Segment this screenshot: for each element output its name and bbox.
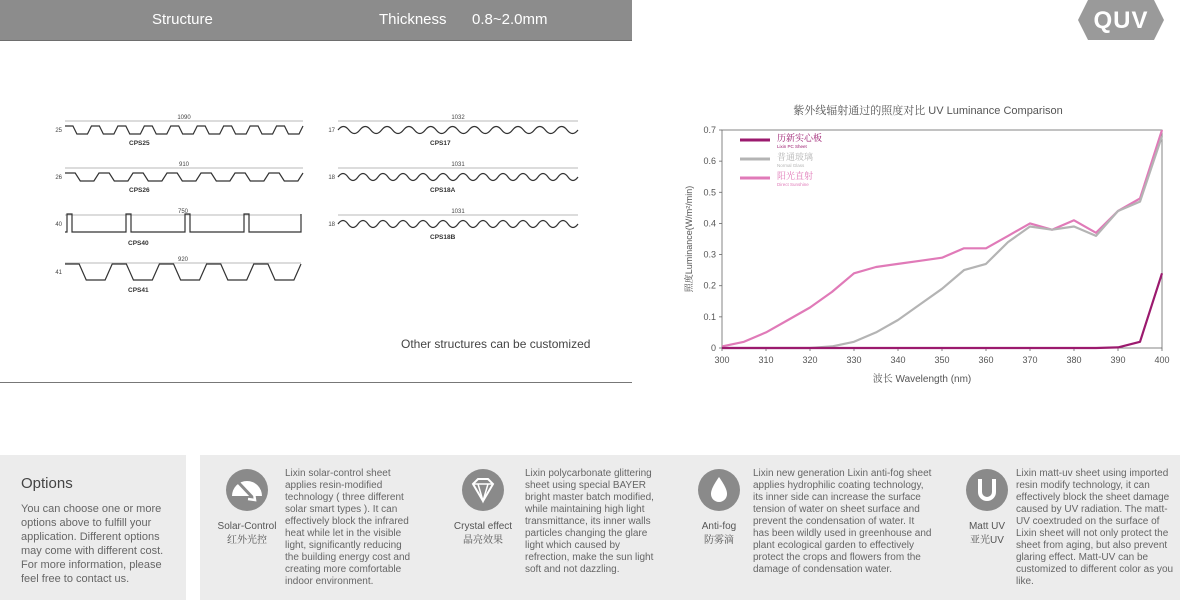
profile-height-label: 18: [328, 222, 335, 228]
profile-width-label: 1090: [177, 115, 191, 121]
legend-label: 阳光直射: [777, 171, 814, 181]
x-tick-label: 320: [802, 355, 818, 365]
profile-height-label: 26: [55, 175, 62, 181]
x-tick-label: 350: [934, 355, 950, 365]
crystal-icon: [462, 469, 504, 511]
legend-sublabel: Direct Sunshine: [777, 182, 809, 187]
profile-drawings-svg: [40, 100, 600, 310]
quv-logo: [1078, 0, 1164, 40]
x-tick-label: 380: [1066, 355, 1082, 365]
water-drop-icon: [698, 469, 740, 511]
profile-name: CPS17: [430, 140, 451, 147]
solar-control-icon: [226, 469, 268, 511]
profile-height-label: 18: [328, 175, 335, 181]
x-tick-label: 360: [978, 355, 994, 365]
uv-chart-svg: [680, 95, 1180, 395]
feature-name-cn: 晶亮效果: [463, 535, 503, 546]
profile-name: CPS40: [128, 240, 149, 247]
profile-width-label: 1031: [451, 162, 465, 168]
feature-name-en: Crystal effect: [453, 521, 513, 532]
options-panel: [0, 455, 186, 600]
features-panel: [200, 455, 1180, 600]
x-tick-label: 300: [714, 355, 730, 365]
legend-entry: [740, 132, 822, 149]
feature-name-en: Solar-Control: [217, 521, 277, 532]
y-tick-label: 0.7: [703, 125, 716, 135]
x-tick-label: 390: [1110, 355, 1126, 365]
y-tick-label: 0.4: [703, 218, 716, 229]
feature-name-solar-control: [207, 520, 287, 548]
quv-logo-text: QUV: [1093, 7, 1149, 34]
options-title: Options: [21, 475, 73, 492]
y-tick-label: 0.5: [703, 187, 716, 198]
x-tick-label: 340: [890, 355, 906, 365]
profile-height-label: 17: [328, 128, 335, 134]
profile-shape: [65, 214, 301, 232]
profile-cps26: [55, 162, 303, 194]
uv-luminance-chart: [680, 95, 1180, 395]
customize-note: Other structures can be customized: [401, 337, 591, 351]
feature-name-crystal: [443, 520, 523, 548]
options-text: You can choose one or more options above to fulfill your application. Different options may come with different cost. For more information, please feel free to contact us.: [21, 503, 164, 585]
feature-name-anti-fog: [679, 520, 759, 548]
profile-shape: [338, 221, 578, 228]
profile-height-label: 25: [55, 128, 62, 134]
feature-desc-crystal: Lixin polycarbonate glittering sheet using special BAYER bright master batch modified, while maintaining high light transmittance, its inner walls particles changing the glare light which caused by refrection, make the sun light soft and not dazzling.: [525, 468, 654, 575]
x-tick-label: 400: [1154, 355, 1170, 365]
u-shape-icon: [966, 469, 1008, 511]
chart-title: 紫外线辐射通过的照度对比 UV Luminance Comparison: [793, 105, 1063, 117]
legend-sublabel: Normal Glass: [777, 163, 805, 168]
legend-label: 历新实心板: [777, 133, 823, 143]
legend-sublabel: Lixin PC Sheet: [777, 144, 807, 149]
profile-name: CPS18A: [430, 187, 456, 194]
feature-name-cn: 红外光控: [227, 535, 267, 546]
profile-shape: [65, 173, 303, 181]
legend-entry: [740, 151, 813, 168]
profile-width-label: 1032: [451, 115, 465, 121]
feature-name-cn: 亚光UV: [970, 535, 1004, 546]
x-tick-label: 310: [758, 355, 774, 365]
profile-cps40: [55, 209, 301, 247]
profile-width-label: 920: [177, 257, 189, 263]
feature-name-en: Matt UV: [968, 521, 1006, 532]
legend-label: 普通玻璃: [777, 152, 814, 162]
profile-shape: [338, 174, 578, 181]
feature-name-en: Anti-fog: [701, 521, 737, 532]
profile-drawings: [40, 100, 600, 310]
profile-width-label: 1031: [451, 209, 465, 215]
feature-desc-matt-uv: Lixin matt-uv sheet using imported resin modify technology, it can effectively block the sheet damage caused by UV radiation. The matt-UV coextruded on the surface of Lixin sheet will not only protect the sheet from aging, but also prevent glaring effect. Matt-UV can be customized to different color as you like.: [1016, 468, 1174, 587]
y-tick-label: 0: [710, 343, 716, 353]
profile-cps41: [55, 257, 301, 294]
y-tick-label: 0.6: [703, 156, 716, 167]
profile-name: CPS18B: [430, 234, 456, 241]
profile-shape: [338, 127, 578, 134]
feature-name-matt-uv: [947, 520, 1027, 548]
profile-shape: [65, 264, 301, 280]
legend-entry: [740, 170, 813, 187]
y-tick-label: 0.1: [703, 311, 716, 322]
feature-desc-solar-control: Lixin solar-control sheet applies resin-modified technology ( three different solar smart types ). It can effectively block the infrared heat while let in the visible light, significantly reducing the building energy cost and creating more comfortable indoor environment.: [285, 468, 411, 587]
profile-shape: [65, 126, 303, 134]
x-tick-label: 370: [1022, 355, 1038, 365]
profile-cps18b: [328, 209, 578, 241]
section-divider: [0, 382, 632, 383]
structure-label: Structure: [152, 11, 213, 28]
profile-width-label: 910: [178, 162, 190, 168]
profile-width-label: 750: [177, 209, 189, 215]
profile-cps25: [55, 115, 303, 147]
x-axis-label: 波长 Wavelength (nm): [872, 374, 972, 385]
y-tick-label: 0.3: [703, 249, 716, 260]
feature-desc-anti-fog: Lixin new generation Lixin anti-fog sheet applies hydrophilic coating technology, its inner side can increase the surface tension of water on sheet surface and prevent the condensation of water. It has been wildly used in greenhouse and plant ecological garden to effectively protect the crops and flowers from the damage of condensation water.: [753, 468, 932, 575]
profile-name: CPS26: [129, 187, 150, 194]
profile-height-label: 41: [55, 270, 62, 276]
profile-name: CPS41: [128, 287, 149, 294]
feature-name-cn: 防雾滴: [704, 535, 734, 546]
thickness-value: 0.8~2.0mm: [472, 11, 548, 28]
y-tick-label: 0.2: [703, 280, 716, 291]
spec-header-bar: [0, 0, 632, 41]
profile-height-label: 40: [55, 222, 62, 228]
x-tick-label: 330: [846, 355, 862, 365]
profile-cps18a: [328, 162, 578, 194]
thickness-label: Thickness: [379, 11, 447, 28]
series-line: [722, 273, 1162, 348]
profile-name: CPS25: [129, 140, 150, 147]
y-axis-label: 照度Luminance(W/m²/min): [684, 185, 694, 293]
profile-cps17: [328, 115, 578, 147]
